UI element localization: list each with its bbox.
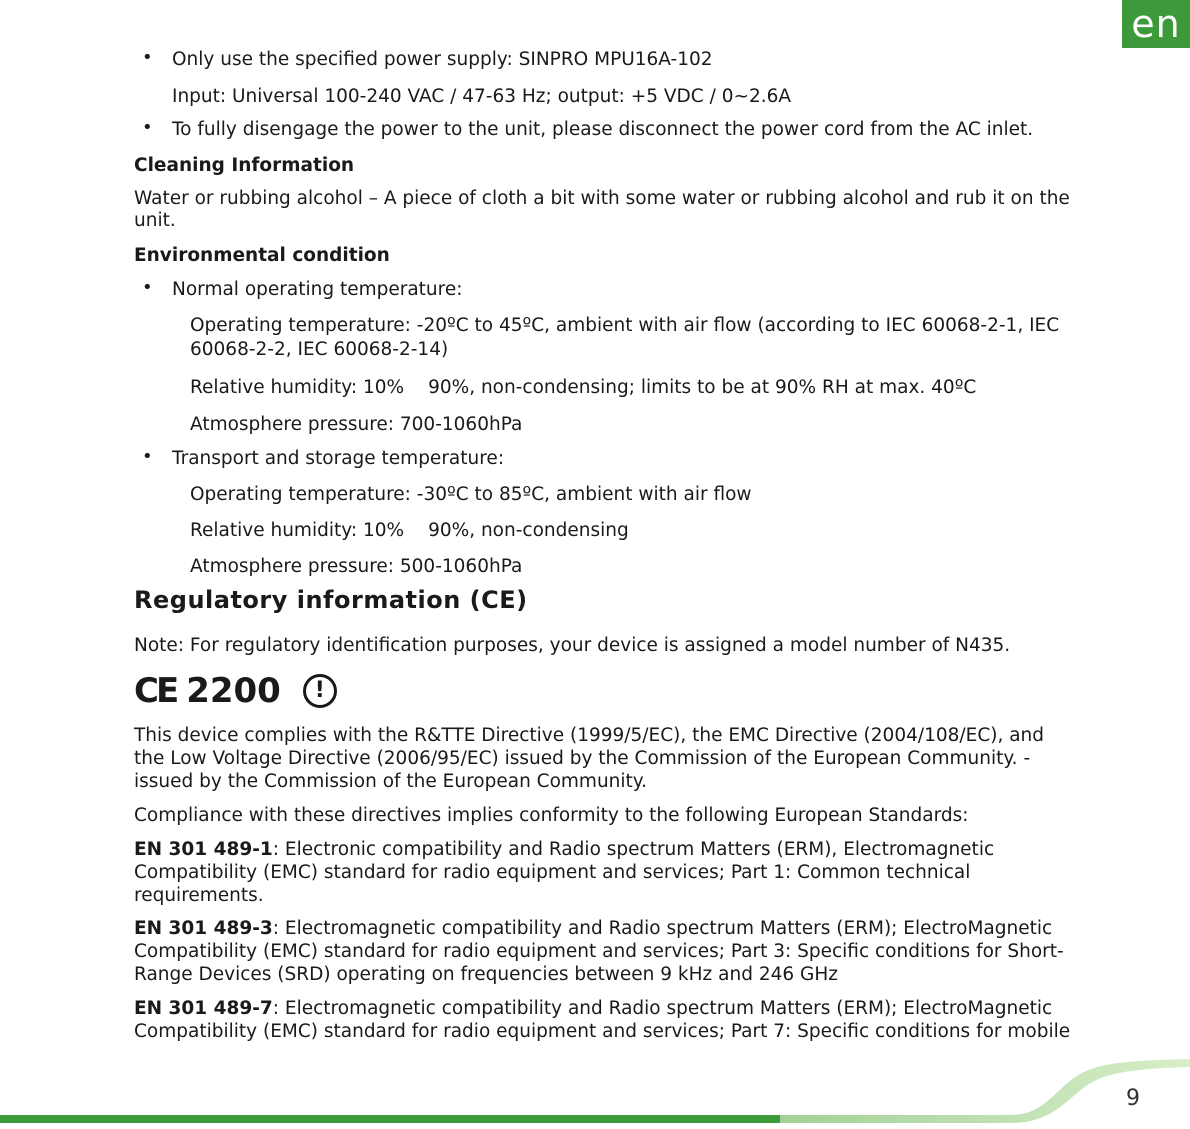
language-tab: en bbox=[1122, 0, 1190, 48]
transport-operating: Operating temperature: -30ºC to 85ºC, ambient with air flow bbox=[190, 484, 752, 505]
bullet-icon: • bbox=[142, 446, 153, 467]
environment-heading: Environmental condition bbox=[134, 245, 390, 266]
footer-swoosh bbox=[0, 1049, 1190, 1129]
normal-operating-line2: 60068-2-2, IEC 60068-2-14) bbox=[190, 339, 449, 360]
en3-line3: Range Devices (SRD) operating on frequencies between 9 kHz and 246 GHz bbox=[134, 964, 838, 985]
bullet-icon: • bbox=[142, 277, 153, 298]
compliance-line1: This device complies with the R&TTE Directive (1999/5/EC), the EMC Directive (2004/108/EC), and bbox=[134, 725, 1045, 746]
en7-line1 bbox=[134, 997, 1052, 1020]
en1-line1 bbox=[134, 838, 994, 861]
bullet-icon: • bbox=[142, 117, 153, 138]
standard-desc: : Electromagnetic compatibility and Radio spectrum Matters (ERM); ElectroMagnetic bbox=[272, 998, 1053, 1019]
power-disengage-text: To fully disengage the power to the unit, please disconnect the power cord from the AC inlet. bbox=[172, 119, 1034, 140]
regulatory-heading: Regulatory information (CE) bbox=[134, 586, 528, 614]
normal-temp-label: Normal operating temperature: bbox=[172, 279, 463, 300]
humidity-max: 90%, non-condensing bbox=[428, 520, 629, 541]
standard-code: EN 301 489-3 bbox=[134, 918, 273, 939]
normal-pressure: Atmosphere pressure: 700-1060hPa bbox=[190, 414, 523, 435]
en7-line2: Compatibility (EMC) standard for radio equipment and services; Part 7: Specific conditions for mobile bbox=[134, 1021, 1071, 1042]
compliance-line3: issued by the Commission of the European Community. bbox=[134, 771, 647, 792]
class2-alert-icon: ! bbox=[303, 674, 337, 708]
humidity-max: 90%, non-condensing; limits to be at 90% RH at max. 40ºC bbox=[428, 377, 977, 398]
notified-body-number: 2200 bbox=[186, 671, 281, 711]
standards-intro: Compliance with these directives implies conformity to the following European Standards: bbox=[134, 805, 969, 826]
standard-code: EN 301 489-1 bbox=[134, 839, 273, 860]
en3-line2: Compatibility (EMC) standard for radio equipment and services; Part 3: Specific conditions for Short- bbox=[134, 941, 1064, 962]
transport-temp-label: Transport and storage temperature: bbox=[172, 448, 505, 469]
power-input-text: Input: Universal 100-240 VAC / 47-63 Hz; output: +5 VDC / 0~2.6A bbox=[172, 86, 792, 107]
regulatory-note: Note: For regulatory identification purposes, your device is assigned a model number of N435. bbox=[134, 635, 1011, 656]
ce-marking bbox=[134, 672, 337, 710]
normal-operating-line1: Operating temperature: -20ºC to 45ºC, ambient with air flow (according to IEC 60068-2-1, IEC bbox=[190, 315, 1060, 336]
standard-desc: : Electromagnetic compatibility and Radio spectrum Matters (ERM); ElectroMagnetic bbox=[272, 918, 1053, 939]
cleaning-text-line1: Water or rubbing alcohol – A piece of cloth a bit with some water or rubbing alcohol and rub it on the bbox=[134, 188, 1070, 209]
power-supply-text: Only use the specified power supply: SINPRO MPU16A-102 bbox=[172, 49, 713, 70]
page-number: 9 bbox=[1126, 1086, 1140, 1111]
transport-humidity bbox=[190, 519, 629, 542]
transport-pressure: Atmosphere pressure: 500-1060hPa bbox=[190, 556, 523, 577]
en3-line1 bbox=[134, 917, 1052, 940]
cleaning-heading: Cleaning Information bbox=[134, 155, 355, 176]
compliance-line2: the Low Voltage Directive (2006/95/EC) issued by the Commission of the European Community. - bbox=[134, 748, 1031, 769]
humidity-min: Relative humidity: 10% bbox=[190, 520, 405, 541]
en1-line3: requirements. bbox=[134, 885, 264, 906]
humidity-min: Relative humidity: 10% bbox=[190, 377, 405, 398]
normal-humidity bbox=[190, 376, 976, 399]
en1-line2: Compatibility (EMC) standard for radio equipment and services; Part 1: Common technical bbox=[134, 862, 971, 883]
standard-desc: : Electronic compatibility and Radio spectrum Matters (ERM), Electromagnetic bbox=[272, 839, 995, 860]
cleaning-text-line2: unit. bbox=[134, 210, 176, 231]
bullet-icon: • bbox=[142, 47, 153, 68]
standard-code: EN 301 489-7 bbox=[134, 998, 273, 1019]
ce-mark-logo: CE bbox=[134, 671, 177, 711]
